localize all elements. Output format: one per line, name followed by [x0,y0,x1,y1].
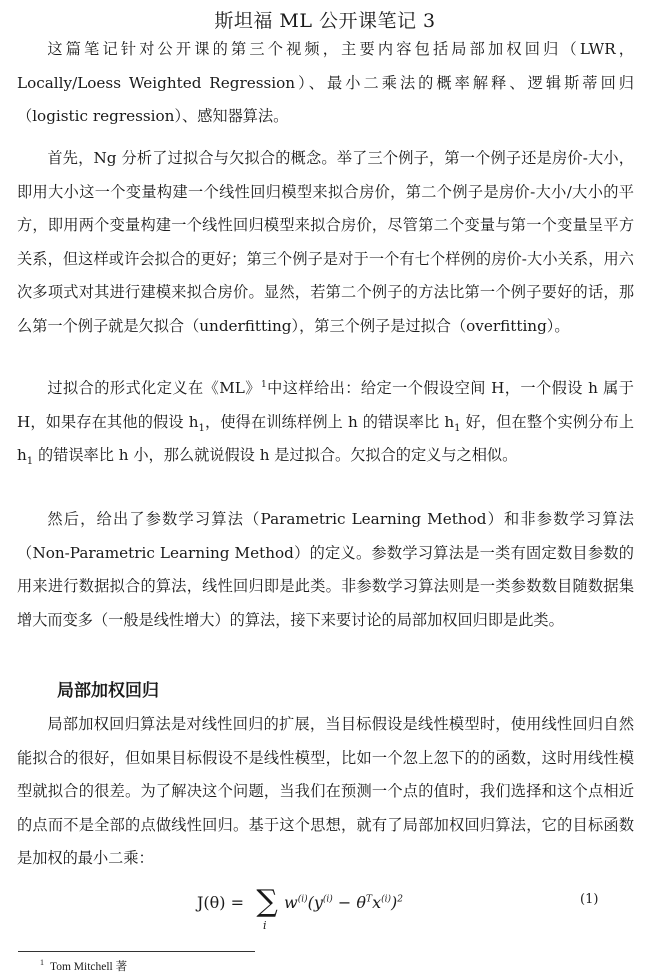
p3-sub-3: 1 [26,456,34,468]
summation [254,884,280,932]
equation [197,880,403,932]
equation-rhs [284,893,403,912]
p3-text-c: ，使得在训练样例上 h 的错误率比 h [204,412,455,431]
p3-text-e: 的错误率比 h 小，那么就说假设 h 是过拟合。欠拟合的定义与之相似。 [33,446,518,464]
eq-t: T [366,894,373,905]
eq-close: ) [391,892,398,912]
equation-number: (1) [580,892,599,907]
paragraph-lwr: 局部加权回归算法是对线性回归的扩展，当目标假设是线性模型时，使用线性回归自然能拟合的很好，但如果目标假设不是线性模型，比如一个忽上忽下的的函数，这时用线性模型就拟合的很差。为了解决这个问题，当我们在预测一个点的值时，我们选择和这个点相近的点而不是全部的点做线性回归。基于这个思想，就有了局部加权回归算法，它的目标函数是加权的最小二乘： [17,715,634,867]
paragraph-overfitting-definition [17,372,634,473]
eq-w-sup: (i) [297,894,308,905]
footnote-divider [18,951,255,952]
eq-minus: − θ [332,892,367,912]
section-heading: 局部加权回归 [57,681,159,701]
eq-open: (y [307,892,323,912]
p3-text-d: 好，但在整个实例分布上 h [17,412,635,464]
summation-sigma: ∑ [256,884,278,919]
footnote-number: 1 [40,958,44,968]
paragraph-intro: 这篇笔记针对公开课的第三个视频，主要内容包括局部加权回归（LWR，Locally/Loess Weighted Regression）、最小二乘法的概率解释、逻辑斯蒂回归（logistic regression）、感知器算法。 [17,40,634,125]
paragraph-parametric-methods: 然后，给出了参数学习算法（Parametric Learning Method）和非参数学习算法（Non-Parametric Learning Method）的定义。参数学习算法是一类有固定数目参数的用来进行数据拟合的算法，线性回归即是此类。非参数学习算法则是一类参数数目随数据集增大而变多（一般是线性增大）的算法，接下来要讨论的局部加权回归即是此类。 [17,510,634,629]
eq-sq: 2 [397,894,403,905]
p3-sub-1: 1 [198,422,205,434]
document-title: 斯坦福 ML 公开课笔记 3 [214,10,436,32]
p3-text-a: 过拟合的形式化定义在《ML》 [47,379,261,397]
p3-text-b: 中这样给出：给定一个假设空间 H，一个假设 h 属于 H，如果存在其他的假设 h [17,379,634,431]
equation-lhs: J(θ) = [197,892,245,912]
footnote-text: Tom Mitchell 著 [50,961,128,973]
eq-w: w [284,892,298,912]
paragraph-overfitting-examples: 首先，Ng 分析了过拟合与欠拟合的概念。举了三个例子，第一个例子还是房价-大小，即用大小这一个变量构建一个线性回归模型来拟合房价，第二个例子是房价-大小/大小的平方，即用两个变量构建一个线性回归模型来拟合房价，尽管第二个变量与第一个变量呈平方关系，但这样或许会拟合的更好；第三个例子是对于一个有七个样例的房价-大小关系，用六次多项式对其进行建模来拟合房价。显然，若第二个例子的方法比第一个例子要好的话，那么第一个例子就是欠拟合（underfitting），第三个例子是过拟合（overfitting）。 [17,149,634,335]
summation-index: i [263,919,267,932]
eq-x-sup: (i) [381,894,391,905]
equation-block [0,880,650,940]
footnote [40,958,127,974]
p3-sub-2: 1 [454,422,461,434]
eq-x: x [372,892,382,912]
footnote-ref[interactable]: 1 [260,379,267,390]
eq-y-sup: (i) [322,894,333,905]
